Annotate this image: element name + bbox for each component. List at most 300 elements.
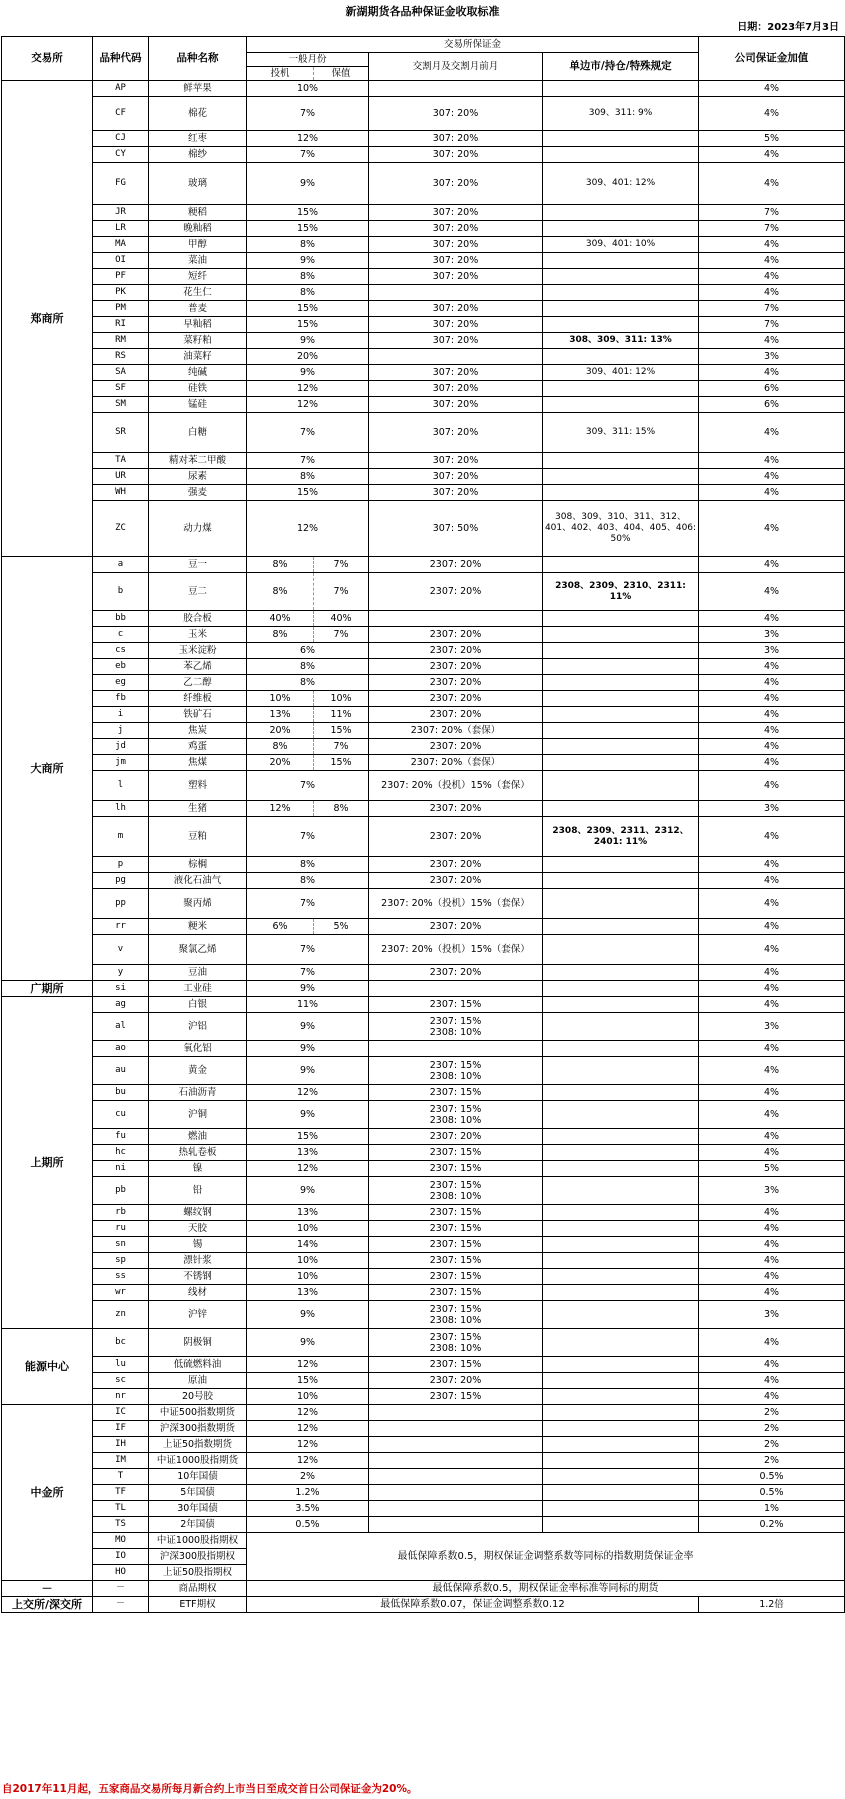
company-add-cell: 4% [699,1205,845,1221]
table-row [2,919,845,935]
hedge-margin-cell: 5% [314,919,369,935]
table-row [2,889,845,919]
company-add-cell: 4% [699,755,845,771]
code-cell: m [93,817,149,857]
general-margin-cell: 12% [247,1437,369,1453]
code-cell: i [93,707,149,723]
exchange-cell: 大商所 [2,557,93,981]
code-cell: al [93,1013,149,1041]
table-row [2,1533,845,1549]
name-cell: 沪锌 [149,1301,247,1329]
general-margin-cell: 15% [247,485,369,501]
name-cell: 早籼稻 [149,317,247,333]
delivery-margin-cell: 2307: 15% [369,1145,543,1161]
special-rule-cell [543,557,699,573]
delivery-margin-cell [369,81,543,97]
company-add-cell: 4% [699,285,845,301]
general-margin-cell: 12% [247,131,369,147]
company-add-cell: 1% [699,1501,845,1517]
special-rule-cell [543,1453,699,1469]
code-cell: MO [93,1533,149,1549]
code-cell: nr [93,1389,149,1405]
name-cell: 菜油 [149,253,247,269]
special-rule-cell [543,1177,699,1205]
special-rule-cell: 309、311: 9% [543,97,699,131]
table-row [2,873,845,889]
special-rule-cell [543,1517,699,1533]
company-add-cell: 0.2% [699,1517,845,1533]
table-row [2,1329,845,1357]
general-margin-cell: 7% [247,97,369,131]
header-hedge: 保值 [314,67,369,81]
hedge-margin-cell: 15% [314,723,369,739]
table-row [2,301,845,317]
general-margin-cell: 8% [247,857,369,873]
delivery-margin-cell: 307: 20% [369,317,543,333]
footer-note: 自2017年11月起，五家商品交易所每月新合约上市当日至成交首日公司保证金为20%。 [2,1783,418,1795]
name-cell: 鸡蛋 [149,739,247,755]
table-row [2,349,845,365]
company-add-cell: 4% [699,739,845,755]
code-cell: RM [93,333,149,349]
company-add-cell: 7% [699,301,845,317]
delivery-margin-cell: 2307: 20%（投机）15%（套保） [369,889,543,919]
special-rule-cell [543,349,699,365]
name-cell: 强麦 [149,485,247,501]
special-rule-cell [543,1221,699,1237]
delivery-margin-cell: 307: 20% [369,205,543,221]
header-delivery: 交割月及交割月前月 [369,53,543,81]
company-add-cell: 4% [699,997,845,1013]
general-margin-cell: 10% [247,1253,369,1269]
table-row [2,1253,845,1269]
code-cell: bu [93,1085,149,1101]
company-add-cell: 4% [699,857,845,873]
code-cell: ao [93,1041,149,1057]
code-cell: sc [93,1373,149,1389]
code-cell: SF [93,381,149,397]
hedge-margin-cell: 15% [314,755,369,771]
special-rule-cell [543,1145,699,1161]
general-margin-cell: 9% [247,1041,369,1057]
special-rule-cell: 2308、2309、2311、2312、2401: 11% [543,817,699,857]
special-rule-cell [543,857,699,873]
delivery-margin-cell: 2307: 15% 2308: 10% [369,1057,543,1085]
table-row [2,1453,845,1469]
company-add-cell: 4% [699,453,845,469]
company-add-cell: 4% [699,1269,845,1285]
code-cell: ZC [93,501,149,557]
table-row [2,1205,845,1221]
spec-margin-cell: 6% [247,919,314,935]
code-cell: b [93,573,149,611]
name-cell: 燃油 [149,1129,247,1145]
general-margin-cell: 7% [247,413,369,453]
delivery-margin-cell: 2307: 15% [369,1205,543,1221]
code-cell: PM [93,301,149,317]
code-cell: ru [93,1221,149,1237]
delivery-margin-cell [369,1437,543,1453]
general-margin-cell: 7% [247,453,369,469]
company-add-cell: 4% [699,919,845,935]
name-cell: 中证1000股指期货 [149,1453,247,1469]
company-add-cell: 3% [699,1177,845,1205]
name-cell: 短纤 [149,269,247,285]
name-cell: 2年国债 [149,1517,247,1533]
general-margin-cell: 12% [247,1085,369,1101]
delivery-margin-cell: 2307: 15% [369,1285,543,1301]
special-rule-cell [543,485,699,501]
code-cell: FG [93,163,149,205]
general-margin-cell: 7% [247,935,369,965]
company-add-cell: 2% [699,1421,845,1437]
special-rule-cell: 309、401: 12% [543,365,699,381]
table-row [2,1085,845,1101]
company-add-cell: 4% [699,707,845,723]
name-cell: 铅 [149,1177,247,1205]
table-row [2,1469,845,1485]
special-rule-cell [543,1437,699,1453]
code-cell: CY [93,147,149,163]
company-add-cell: 4% [699,611,845,627]
code-cell: IO [93,1549,149,1565]
table-row [2,1057,845,1085]
company-add-cell: 4% [699,365,845,381]
code-cell: cs [93,643,149,659]
code-cell: MA [93,237,149,253]
delivery-margin-cell: 2307: 20% [369,643,543,659]
delivery-margin-cell: 2307: 20% [369,627,543,643]
name-cell: 油菜籽 [149,349,247,365]
delivery-margin-cell: 307: 20% [369,485,543,501]
delivery-margin-cell: 2307: 20% [369,675,543,691]
name-cell: 红枣 [149,131,247,147]
delivery-margin-cell: 307: 20% [369,237,543,253]
company-add-cell: 4% [699,1221,845,1237]
table-row [2,1405,845,1421]
name-cell: 30年国债 [149,1501,247,1517]
table-row [2,771,845,801]
special-rule-cell [543,1161,699,1177]
special-rule-cell [543,611,699,627]
company-add-cell: 4% [699,1237,845,1253]
special-rule-cell [543,919,699,935]
code-cell: bb [93,611,149,627]
table-row [2,817,845,857]
spec-margin-cell: 20% [247,723,314,739]
table-row [2,131,845,147]
general-margin-cell: 9% [247,333,369,349]
table-row [2,365,845,381]
delivery-margin-cell: 2307: 20%（投机）15%（套保） [369,771,543,801]
delivery-margin-cell: 2307: 20%（套保） [369,723,543,739]
code-cell: SR [93,413,149,453]
special-rule-cell [543,1013,699,1041]
special-rule-cell [543,889,699,919]
general-margin-cell: 7% [247,889,369,919]
special-rule-cell [543,997,699,1013]
company-add-cell: 4% [699,163,845,205]
delivery-margin-cell: 2307: 15% 2308: 10% [369,1329,543,1357]
table-row [2,317,845,333]
delivery-margin-cell [369,349,543,365]
special-rule-cell: 309、311: 15% [543,413,699,453]
name-cell: 豆二 [149,573,247,611]
spec-margin-cell: 20% [247,755,314,771]
table-row [2,285,845,301]
name-cell: 商品期权 [149,1581,247,1597]
name-cell: 阴极铜 [149,1329,247,1357]
code-cell: TL [93,1501,149,1517]
header-exchange: 交易所 [2,37,93,81]
code-cell: rb [93,1205,149,1221]
company-add-cell: 3% [699,627,845,643]
header-spec: 投机 [247,67,314,81]
general-margin-cell: 12% [247,381,369,397]
special-rule-cell [543,1357,699,1373]
special-rule-cell [543,1101,699,1129]
name-cell: 豆一 [149,557,247,573]
special-rule-cell [543,1405,699,1421]
company-add-cell: 4% [699,573,845,611]
special-rule-cell [543,1269,699,1285]
table-row [2,1485,845,1501]
special-rule-cell [543,221,699,237]
special-rule-cell [543,801,699,817]
delivery-margin-cell [369,1485,543,1501]
name-cell: 沪深300股指期权 [149,1549,247,1565]
general-margin-cell: 10% [247,1221,369,1237]
spec-margin-cell: 10% [247,691,314,707]
code-cell: lu [93,1357,149,1373]
code-cell: fb [93,691,149,707]
delivery-margin-cell [369,981,543,997]
special-rule-cell [543,771,699,801]
delivery-margin-cell: 2307: 15% [369,1221,543,1237]
company-add-cell: 4% [699,965,845,981]
name-cell: 铁矿石 [149,707,247,723]
code-cell: ni [93,1161,149,1177]
company-add-cell: 4% [699,469,845,485]
hedge-margin-cell: 7% [314,557,369,573]
special-rule-cell [543,469,699,485]
company-add-cell: 4% [699,1285,845,1301]
hedge-margin-cell: 11% [314,707,369,723]
general-margin-cell: 10% [247,1269,369,1285]
company-add-cell: 3% [699,1013,845,1041]
company-add-cell: 5% [699,1161,845,1177]
exchange-cell: 中金所 [2,1405,93,1581]
code-cell: － [93,1597,149,1613]
general-margin-cell: 12% [247,1421,369,1437]
code-cell: RS [93,349,149,365]
code-cell: sn [93,1237,149,1253]
code-cell: IM [93,1453,149,1469]
company-add-cell: 7% [699,317,845,333]
company-add-cell: 4% [699,1057,845,1085]
general-margin-cell: 7% [247,965,369,981]
company-add-cell: 1.2倍 [699,1597,845,1613]
general-margin-cell: 15% [247,301,369,317]
code-cell: IC [93,1405,149,1421]
delivery-margin-cell: 2307: 20% [369,739,543,755]
special-rule-cell [543,627,699,643]
name-cell: 线材 [149,1285,247,1301]
exchange-cell: 上期所 [2,997,93,1329]
hedge-margin-cell: 8% [314,801,369,817]
delivery-margin-cell: 2307: 15% [369,1161,543,1177]
table-row [2,723,845,739]
code-cell: wr [93,1285,149,1301]
special-rule-cell [543,269,699,285]
code-cell: eg [93,675,149,691]
name-cell: 甲醇 [149,237,247,253]
delivery-margin-cell: 307: 20% [369,397,543,413]
hedge-margin-cell: 7% [314,573,369,611]
special-rule-cell [543,873,699,889]
delivery-margin-cell: 307: 20% [369,333,543,349]
table-row [2,469,845,485]
name-cell: 螺纹钢 [149,1205,247,1221]
name-cell: 20号胶 [149,1389,247,1405]
special-rule-cell [543,1237,699,1253]
company-add-cell: 4% [699,253,845,269]
table-row [2,981,845,997]
special-rule-cell [543,147,699,163]
company-add-cell: 4% [699,1357,845,1373]
code-cell: PK [93,285,149,301]
company-add-cell: 4% [699,889,845,919]
company-add-cell: 4% [699,501,845,557]
general-margin-cell: 15% [247,1373,369,1389]
table-row [2,237,845,253]
company-add-cell: 4% [699,1041,845,1057]
table-row [2,611,845,627]
special-rule-cell [543,1301,699,1329]
code-cell: au [93,1057,149,1085]
code-cell: SM [93,397,149,413]
delivery-margin-cell: 307: 20% [369,131,543,147]
code-cell: CF [93,97,149,131]
delivery-margin-cell [369,1501,543,1517]
special-rule-cell [543,643,699,659]
name-cell: 晚籼稻 [149,221,247,237]
name-cell: 工业硅 [149,981,247,997]
name-cell: 棕榈 [149,857,247,873]
name-cell: 焦煤 [149,755,247,771]
table-row [2,485,845,501]
delivery-margin-cell: 2307: 15% [369,1269,543,1285]
company-add-cell: 0.5% [699,1469,845,1485]
table-row [2,857,845,873]
code-cell: LR [93,221,149,237]
general-margin-cell: 8% [247,269,369,285]
code-cell: c [93,627,149,643]
delivery-margin-cell: 2307: 15% 2308: 10% [369,1101,543,1129]
code-cell: cu [93,1101,149,1129]
delivery-margin-cell: 2307: 15% 2308: 10% [369,1301,543,1329]
name-cell: 纤维板 [149,691,247,707]
company-add-cell: 4% [699,659,845,675]
note-cell: 最低保障系数0.07，保证金调整系数0.12 [247,1597,699,1613]
company-add-cell: 4% [699,1085,845,1101]
company-add-cell: 4% [699,691,845,707]
note-cell: 最低保障系数0.5，期权保证金调整系数等同标的指数期货保证金率 [247,1533,845,1581]
table-row [2,453,845,469]
name-cell: 氧化铝 [149,1041,247,1057]
table-row [2,801,845,817]
name-cell: 花生仁 [149,285,247,301]
table-row [2,205,845,221]
table-row [2,1357,845,1373]
general-margin-cell: 15% [247,1129,369,1145]
name-cell: 菜籽粕 [149,333,247,349]
name-cell: 黄金 [149,1057,247,1085]
general-margin-cell: 1.2% [247,1485,369,1501]
company-add-cell: 4% [699,675,845,691]
general-margin-cell: 9% [247,981,369,997]
company-add-cell: 4% [699,817,845,857]
name-cell: 锡 [149,1237,247,1253]
code-cell: IF [93,1421,149,1437]
company-add-cell: 4% [699,97,845,131]
name-cell: 中证1000股指期权 [149,1533,247,1549]
name-cell: 玉米 [149,627,247,643]
general-margin-cell: 8% [247,873,369,889]
table-row [2,935,845,965]
table-row [2,1597,845,1613]
code-cell: TA [93,453,149,469]
code-cell: rr [93,919,149,935]
general-margin-cell: 9% [247,253,369,269]
company-add-cell: 4% [699,269,845,285]
general-margin-cell: 12% [247,1357,369,1373]
general-margin-cell: 13% [247,1285,369,1301]
code-cell: HO [93,1565,149,1581]
name-cell: 镍 [149,1161,247,1177]
special-rule-cell [543,1469,699,1485]
company-add-cell: 4% [699,935,845,965]
name-cell: 中证500指数期货 [149,1405,247,1421]
name-cell: 纯碱 [149,365,247,381]
company-add-cell: 0.5% [699,1485,845,1501]
company-add-cell: 3% [699,1301,845,1329]
table-row [2,675,845,691]
special-rule-cell [543,1501,699,1517]
special-rule-cell [543,755,699,771]
company-add-cell: 3% [699,643,845,659]
delivery-margin-cell: 2307: 15% 2308: 10% [369,1177,543,1205]
date-label: 日期：2023年7月3日 [737,22,839,33]
code-cell: p [93,857,149,873]
header-company-add: 公司保证金加值 [699,37,845,81]
spec-margin-cell: 8% [247,573,314,611]
delivery-margin-cell: 307: 20% [369,269,543,285]
delivery-margin-cell: 2307: 20%（套保） [369,755,543,771]
company-add-cell: 6% [699,381,845,397]
delivery-margin-cell [369,1421,543,1437]
special-rule-cell [543,965,699,981]
code-cell: fu [93,1129,149,1145]
table-row [2,659,845,675]
delivery-margin-cell: 307: 20% [369,453,543,469]
delivery-margin-cell [369,1453,543,1469]
table-row [2,1129,845,1145]
special-rule-cell [543,1485,699,1501]
company-add-cell: 4% [699,1373,845,1389]
table-row [2,1301,845,1329]
spec-margin-cell: 12% [247,801,314,817]
